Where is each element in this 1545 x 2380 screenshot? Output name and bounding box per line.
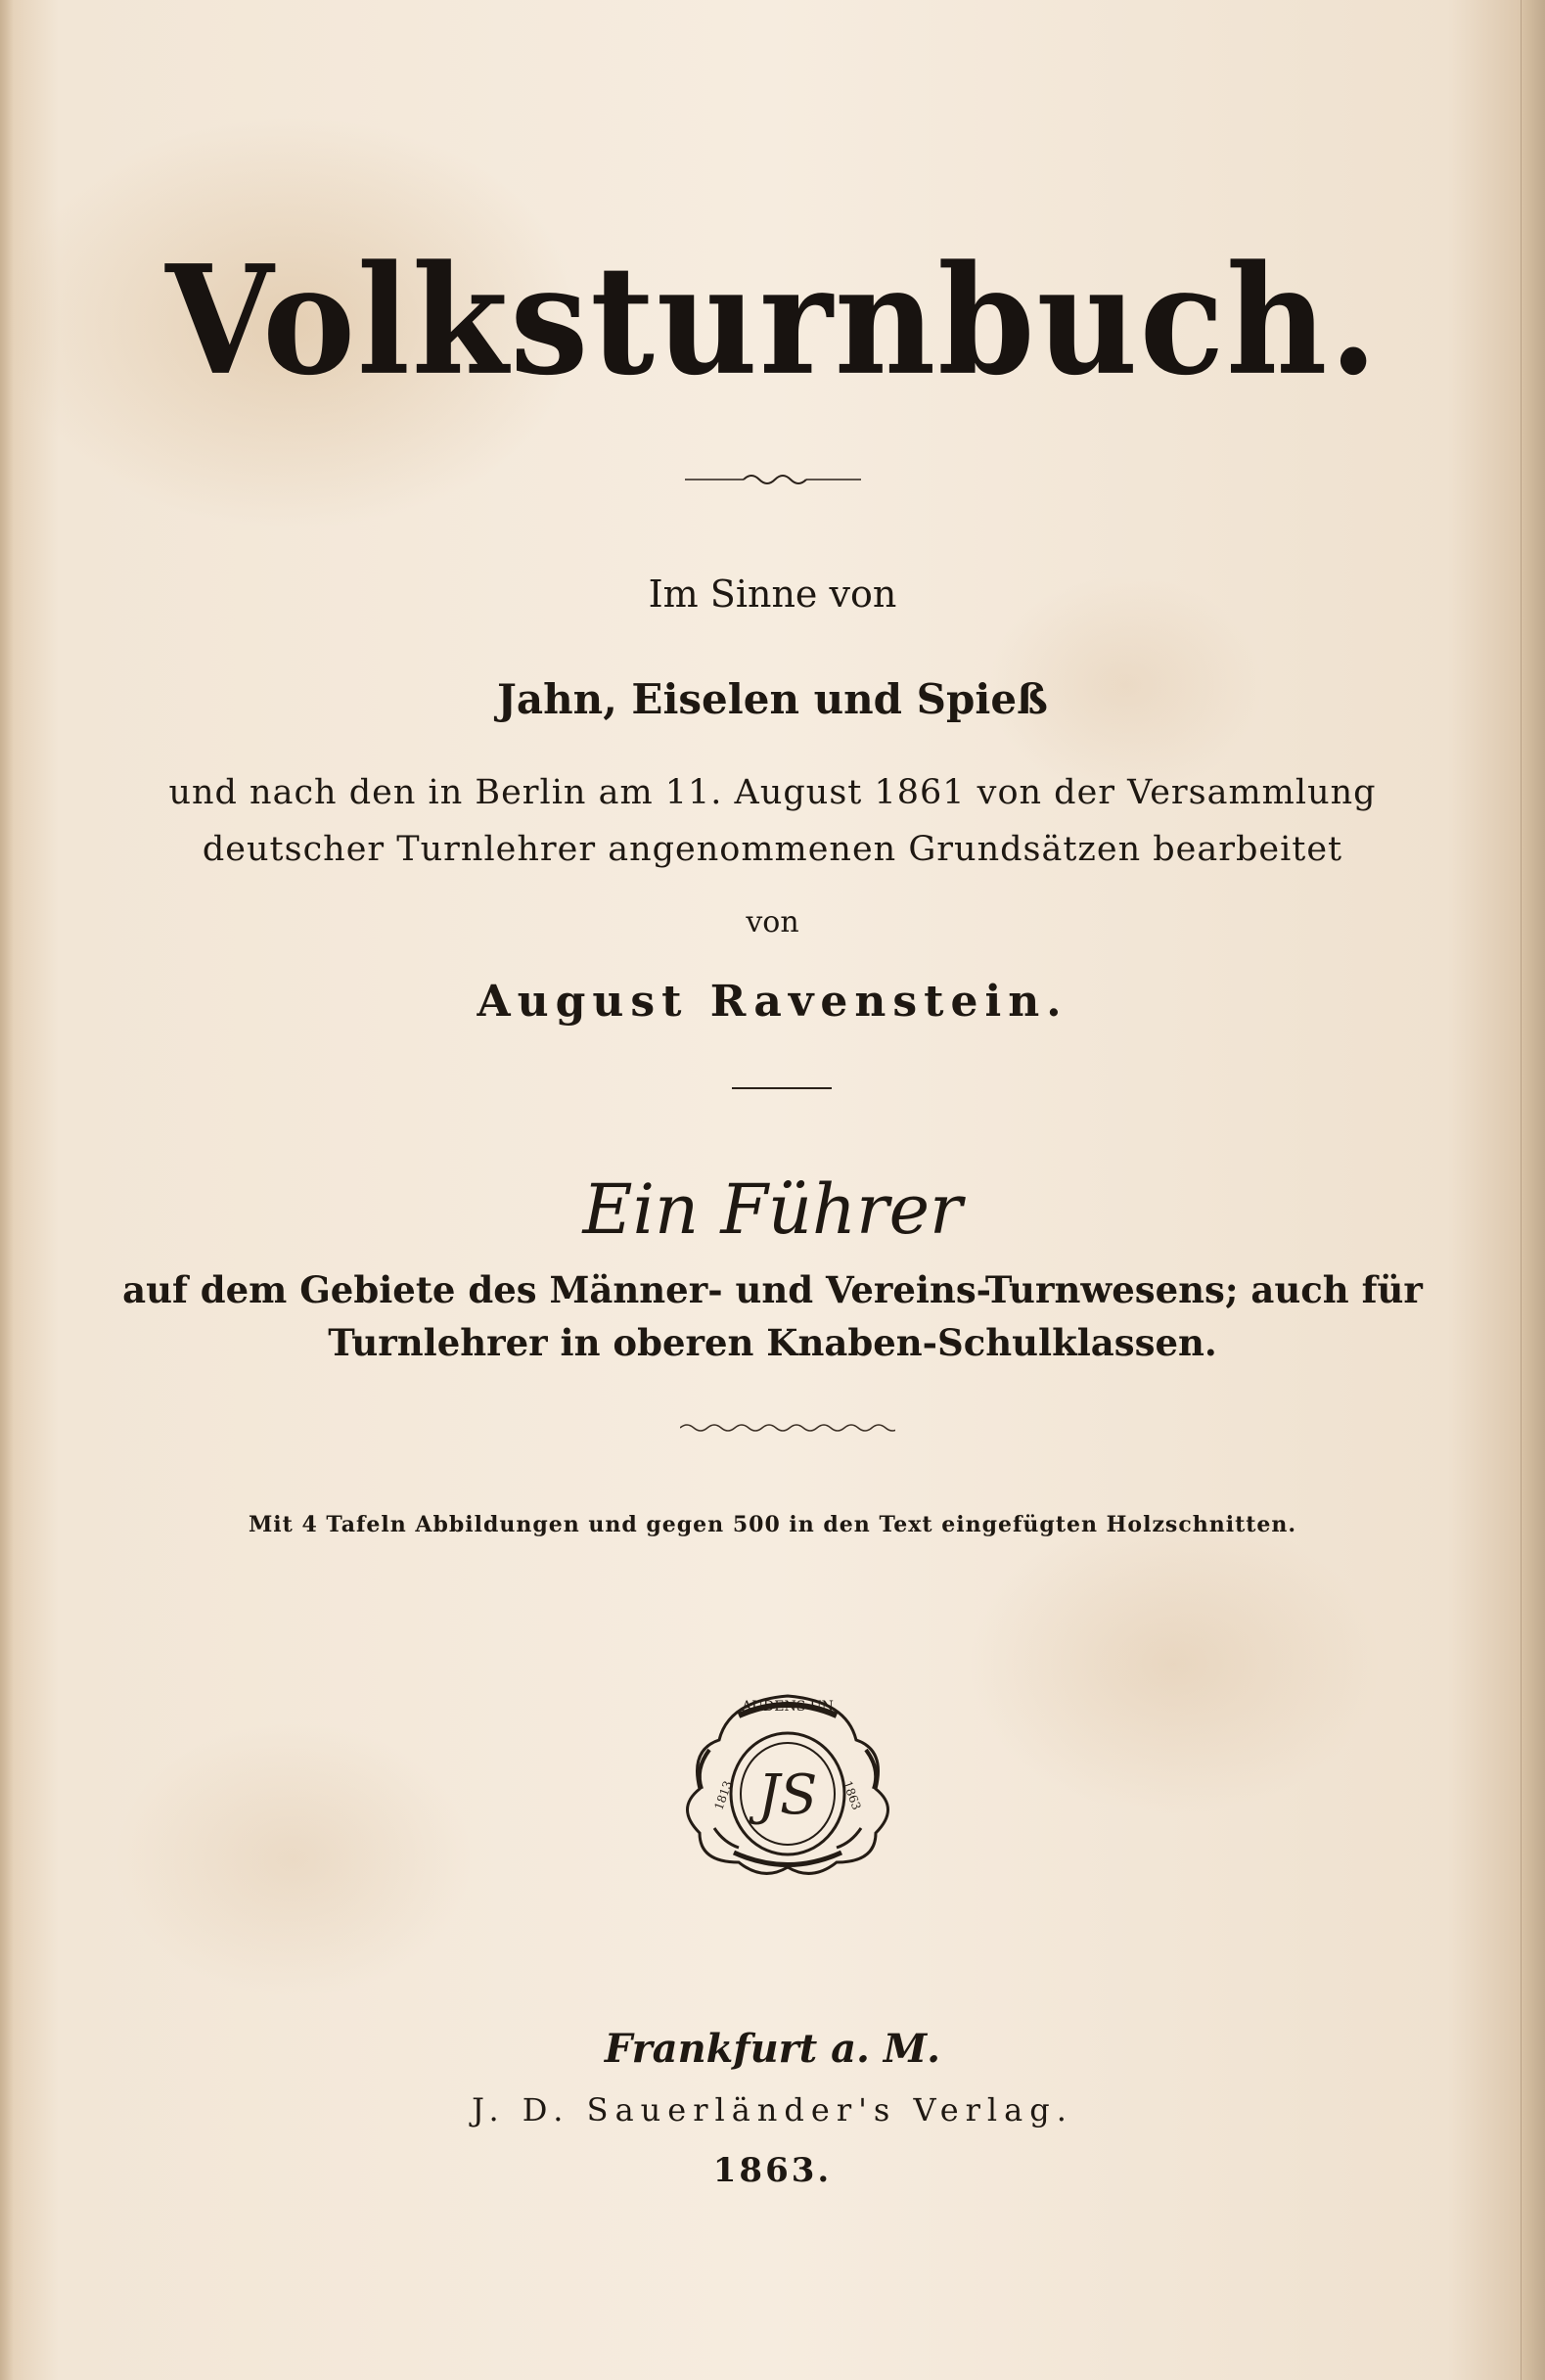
subtitle-names: Jahn, Eiselen und Spieß (497, 675, 1048, 723)
author-name: August Ravenstein. (477, 977, 1068, 1027)
book-title: Volksturnbuch. (165, 233, 1380, 409)
mark-year-left: 1813 (711, 1778, 736, 1812)
guide-line-2: Turnlehrer in oberen Knaben-Schulklassen. (328, 1321, 1217, 1364)
imprint-year: 1863. (712, 2151, 833, 2190)
publisher-mark-emblem (680, 1681, 895, 1887)
divider-rule (732, 1087, 832, 1089)
imprint-city: Frankfurt a. M. (604, 2026, 941, 2072)
guide-heading: Ein Führer (582, 1169, 963, 1250)
top-ornament-rule (685, 470, 861, 489)
subtitle-von: von (746, 905, 799, 939)
wavy-ornament-rule (680, 1421, 895, 1435)
subtitle-line-grundsaetze: deutscher Turnlehrer angenommenen Grundsätzen bearbeitet (202, 830, 1343, 869)
guide-line-1: auf dem Gebiete des Männer- und Vereins-Turnwesens; auch für (122, 1268, 1423, 1311)
mark-text-top: AUDENS UN (742, 1699, 834, 1715)
mark-monogram: JS (757, 1763, 818, 1827)
mark-year-right: 1863 (840, 1778, 864, 1812)
subtitle-line-berlin: und nach den in Berlin am 11. August 1861 von der Versammlung (168, 773, 1377, 812)
subtitle-im-sinne: Im Sinne von (648, 572, 897, 616)
imprint-publisher: J. D. Sauerländer's Verlag. (472, 2091, 1073, 2128)
illustrations-note: Mit 4 Tafeln Abbildungen und gegen 500 in den Text eingefügten Holzschnitten. (248, 1512, 1297, 1537)
